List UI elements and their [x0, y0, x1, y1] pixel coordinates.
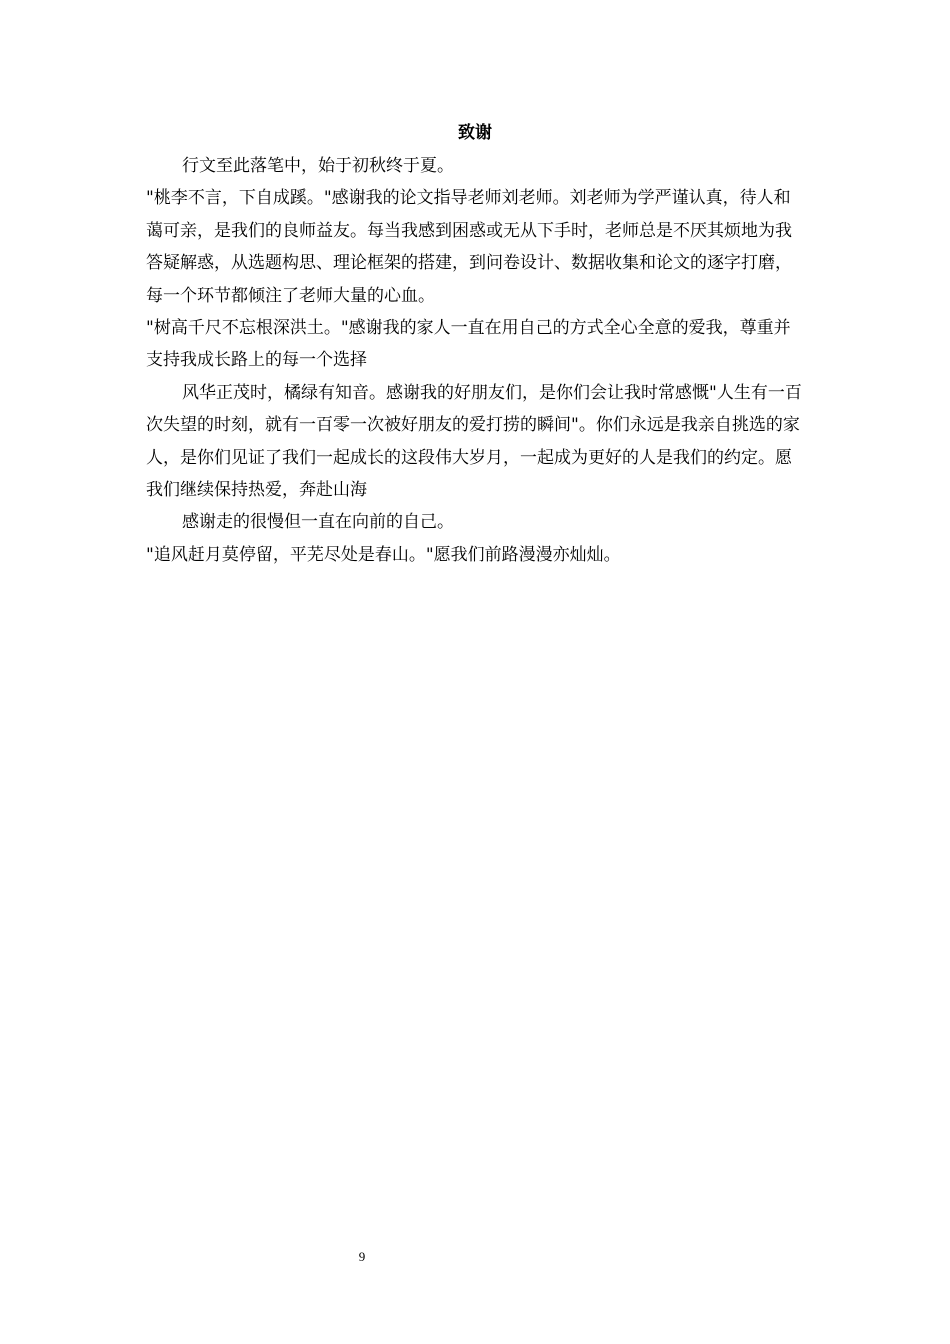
paragraph-advisor: "桃李不言，下自成蹊。"感谢我的论文指导老师刘老师。刘老师为学严谨认真，待人和蔼可亲，是我们的良师益友。每当我感到困惑或无从下手时，老师总是不厌其烦地为我答疑解惑，从选题构思、理论框架的搭建，到问卷设计、数据收集和论文的逐字打磨，每一个环节都倾注了老师大量的心血。 — [146, 188, 792, 306]
page-title: 致谢 — [458, 123, 492, 143]
paragraph-family: "树高千尺不忘根深洪土。"感谢我的家人一直在用自己的方式全心全意的爱我，尊重并支持我成长路上的每一个选择 — [146, 318, 791, 371]
page-number: 9 — [358, 1249, 366, 1264]
paragraph-opening: 行文至此落笔中，始于初秋终于夏。 — [182, 156, 454, 176]
acknowledgement-body — [146, 150, 806, 571]
paragraph-self: 感谢走的很慢但一直在向前的自己。 — [182, 512, 454, 533]
paragraph-friends: 风华正茂时，橘绿有知音。感谢我的好朋友们，是你们会让我时常感慨"人生有一百次失望的时刻，就有一百零一次被好朋友的爱打捞的瞬间"。你们永远是我亲自挑选的家人，是你们见证了我们一起成长的这段伟大岁月，一起成为更好的人是我们的约定。愿我们继续保持热爱，奔赴山海 — [146, 382, 802, 501]
paragraph-closing: "追风赶月莫停留，平芜尽处是春山。"愿我们前路漫漫亦灿灿。 — [146, 544, 621, 565]
